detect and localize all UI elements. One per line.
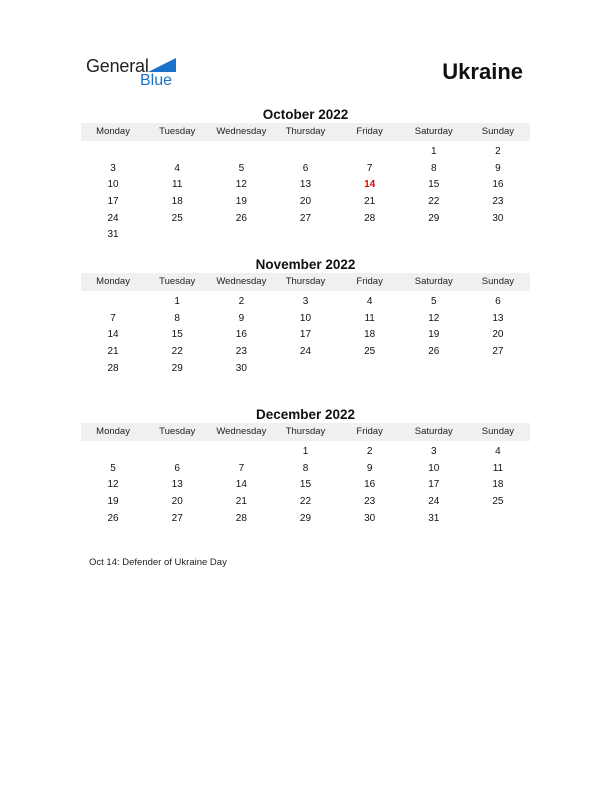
month-title: December 2022 bbox=[255, 407, 356, 422]
empty-day-cell bbox=[466, 227, 530, 244]
day-cell: 21 bbox=[235, 496, 247, 508]
empty-day-cell bbox=[145, 227, 209, 244]
day-cell: 6 bbox=[302, 162, 309, 174]
empty-day-cell bbox=[273, 144, 337, 161]
day-cell: 3 bbox=[110, 162, 116, 174]
empty-day-cell bbox=[209, 144, 273, 161]
day-cell: 2 bbox=[366, 446, 373, 457]
month-title: November 2022 bbox=[255, 257, 356, 272]
day-cell: 8 bbox=[430, 162, 437, 174]
day-grid bbox=[81, 444, 530, 527]
weekday-label: Tuesday bbox=[159, 426, 196, 437]
empty-day-cell bbox=[466, 511, 530, 528]
day-cell: 8 bbox=[302, 462, 309, 474]
empty-day-cell bbox=[81, 144, 145, 161]
day-cell: 25 bbox=[364, 346, 376, 358]
day-cell: 23 bbox=[235, 346, 247, 358]
day-cell: 27 bbox=[299, 212, 312, 224]
day-cell: 21 bbox=[364, 196, 376, 208]
day-cell: 27 bbox=[171, 512, 183, 524]
day-cell: 8 bbox=[174, 312, 180, 324]
empty-day-cell bbox=[145, 144, 209, 161]
weekday-label: Monday bbox=[96, 426, 130, 437]
empty-day-cell bbox=[338, 144, 402, 161]
month-october bbox=[81, 106, 530, 244]
day-cell: 17 bbox=[428, 479, 440, 491]
month-november bbox=[81, 256, 530, 377]
day-cell: 16 bbox=[492, 179, 504, 191]
day-cell: 10 bbox=[428, 462, 440, 474]
day-cell: 29 bbox=[171, 362, 183, 374]
day-cell: 2 bbox=[495, 146, 501, 157]
day-cell: 14 bbox=[364, 179, 376, 191]
day-cell: 12 bbox=[235, 179, 247, 191]
day-cell: 23 bbox=[492, 196, 504, 208]
day-cell: 1 bbox=[302, 446, 309, 457]
logo-general-text: General bbox=[86, 56, 149, 76]
day-cell: 15 bbox=[428, 179, 440, 191]
day-cell: 12 bbox=[428, 312, 440, 324]
weekday-label: Thursday bbox=[285, 426, 326, 437]
weekday-label: Sunday bbox=[481, 276, 515, 287]
day-cell: 5 bbox=[238, 162, 245, 174]
day-cell: 28 bbox=[107, 362, 119, 374]
country-title: Ukraine bbox=[442, 59, 523, 84]
weekday-header bbox=[81, 123, 530, 141]
day-cell: 13 bbox=[299, 179, 312, 191]
day-cell: 10 bbox=[299, 312, 312, 324]
day-cell: 3 bbox=[430, 446, 437, 457]
weekday-label: Saturday bbox=[414, 426, 453, 437]
weekday-label: Sunday bbox=[481, 126, 515, 137]
holiday-note: Oct 14: Defender of Ukraine Day bbox=[89, 557, 227, 568]
day-cell: 25 bbox=[171, 212, 183, 224]
day-cell: 19 bbox=[428, 329, 440, 341]
weekday-label: Saturday bbox=[414, 276, 453, 287]
day-cell: 30 bbox=[235, 362, 247, 374]
day-cell: 20 bbox=[492, 329, 504, 341]
day-cell: 5 bbox=[110, 462, 116, 474]
weekday-header bbox=[81, 273, 530, 291]
empty-day-cell bbox=[273, 361, 337, 378]
day-cell: 12 bbox=[107, 479, 119, 491]
day-cell: 7 bbox=[110, 312, 116, 324]
empty-day-cell bbox=[338, 227, 402, 244]
month-title: October 2022 bbox=[262, 107, 349, 122]
day-cell: 19 bbox=[235, 196, 247, 208]
day-cell: 25 bbox=[492, 496, 504, 508]
day-cell: 4 bbox=[174, 162, 180, 174]
day-cell: 20 bbox=[171, 496, 183, 508]
day-cell: 11 bbox=[172, 179, 183, 191]
logo-flag-icon bbox=[148, 58, 176, 72]
weekday-label: Wednesday bbox=[216, 426, 267, 437]
day-cell: 6 bbox=[174, 462, 180, 474]
day-cell: 1 bbox=[174, 296, 180, 307]
day-cell: 16 bbox=[364, 479, 376, 491]
day-cell: 17 bbox=[107, 196, 119, 208]
day-cell: 18 bbox=[364, 329, 376, 341]
day-cell: 10 bbox=[107, 179, 119, 191]
day-cell: 24 bbox=[107, 212, 119, 224]
day-cell: 18 bbox=[492, 479, 504, 491]
weekday-label: Sunday bbox=[481, 426, 515, 437]
day-cell: 24 bbox=[299, 346, 312, 358]
empty-day-cell bbox=[209, 444, 273, 461]
holiday-notes bbox=[89, 557, 227, 568]
weekday-label: Tuesday bbox=[159, 276, 196, 287]
day-cell: 5 bbox=[430, 296, 437, 307]
day-cell: 15 bbox=[171, 329, 183, 341]
day-cell: 9 bbox=[366, 462, 373, 474]
day-cell: 21 bbox=[107, 346, 119, 358]
day-cell: 27 bbox=[492, 346, 504, 358]
day-cell: 14 bbox=[107, 329, 119, 341]
day-cell: 30 bbox=[492, 212, 504, 224]
weekday-label: Wednesday bbox=[216, 126, 267, 137]
day-cell: 28 bbox=[364, 212, 376, 224]
weekday-label: Friday bbox=[356, 276, 383, 287]
weekday-label: Wednesday bbox=[216, 276, 267, 287]
day-cell: 22 bbox=[299, 496, 312, 508]
empty-day-cell bbox=[145, 444, 209, 461]
brand-logo bbox=[86, 56, 186, 92]
weekday-label: Monday bbox=[96, 126, 130, 137]
empty-day-cell bbox=[402, 227, 466, 244]
month-december bbox=[81, 406, 530, 527]
day-cell: 3 bbox=[302, 296, 309, 307]
day-cell: 9 bbox=[238, 312, 245, 324]
day-cell: 7 bbox=[238, 462, 245, 474]
day-cell: 28 bbox=[235, 512, 247, 524]
day-cell: 29 bbox=[299, 512, 312, 524]
day-cell: 18 bbox=[171, 196, 183, 208]
day-cell: 23 bbox=[364, 496, 376, 508]
empty-day-cell bbox=[273, 227, 337, 244]
day-cell: 13 bbox=[171, 479, 183, 491]
day-cell: 22 bbox=[171, 346, 183, 358]
day-cell: 2 bbox=[238, 296, 245, 307]
day-cell: 20 bbox=[299, 196, 312, 208]
weekday-label: Friday bbox=[356, 426, 383, 437]
day-grid bbox=[81, 294, 530, 377]
day-cell: 4 bbox=[366, 296, 373, 307]
weekday-label: Friday bbox=[356, 126, 383, 137]
weekday-label: Tuesday bbox=[159, 126, 196, 137]
day-cell: 13 bbox=[492, 312, 504, 324]
day-cell: 17 bbox=[299, 329, 312, 341]
day-cell: 11 bbox=[364, 312, 375, 324]
weekday-header bbox=[81, 423, 530, 441]
day-cell: 30 bbox=[364, 512, 376, 524]
day-cell: 26 bbox=[428, 346, 440, 358]
day-cell: 19 bbox=[107, 496, 119, 508]
day-cell: 6 bbox=[495, 296, 501, 307]
weekday-label: Thursday bbox=[285, 276, 326, 287]
day-cell: 31 bbox=[428, 512, 440, 524]
empty-day-cell bbox=[81, 444, 145, 461]
day-cell: 9 bbox=[495, 162, 501, 174]
weekday-label: Monday bbox=[96, 276, 130, 287]
weekday-label: Thursday bbox=[285, 126, 326, 137]
day-cell: 4 bbox=[495, 446, 501, 457]
day-cell: 14 bbox=[235, 479, 247, 491]
day-cell: 29 bbox=[428, 212, 440, 224]
day-cell: 1 bbox=[430, 146, 437, 157]
day-cell: 24 bbox=[428, 496, 440, 508]
day-cell: 26 bbox=[107, 512, 119, 524]
weekday-label: Saturday bbox=[414, 126, 453, 137]
day-cell: 7 bbox=[366, 162, 373, 174]
day-cell: 22 bbox=[428, 196, 440, 208]
empty-day-cell bbox=[402, 361, 466, 378]
empty-day-cell bbox=[81, 294, 145, 311]
day-cell: 15 bbox=[299, 479, 312, 491]
day-grid bbox=[81, 144, 530, 244]
day-cell: 11 bbox=[492, 462, 504, 474]
logo-blue-text: Blue bbox=[140, 72, 173, 89]
day-cell: 26 bbox=[235, 212, 247, 224]
empty-day-cell bbox=[466, 361, 530, 378]
day-cell: 16 bbox=[235, 329, 247, 341]
empty-day-cell bbox=[209, 227, 273, 244]
empty-day-cell bbox=[338, 361, 402, 378]
day-cell: 31 bbox=[107, 229, 119, 241]
